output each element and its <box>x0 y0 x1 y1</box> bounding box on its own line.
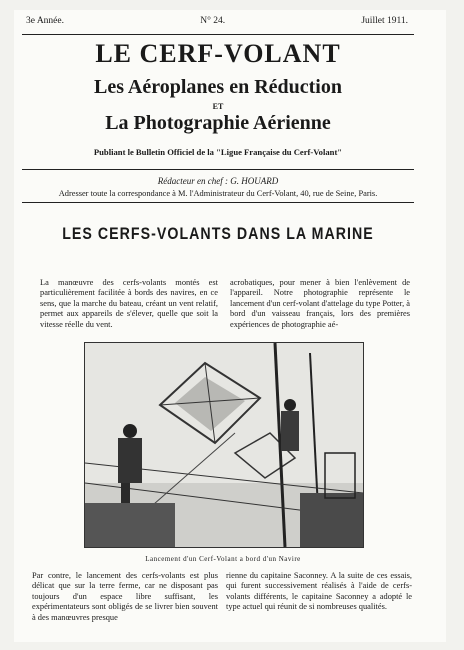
column-1-bottom <box>32 571 218 623</box>
column-2-top <box>230 278 410 330</box>
paragraph-col1-bottom: Par contre, le lancement des cerfs-volants est plus délicat que sur la terre ferme, car ne disposant pas toujours d'un espace libre suffisant, les expérimentateurs sont obligés de se livrer bien souvent à des manœuvres presque <box>32 571 218 622</box>
photo-caption: Lancement d'un Cerf-Volant a bord d'un Navire <box>145 555 301 563</box>
bulletin-line: Publiant le Bulletin Officiel de la "Ligue Française du Cerf-Volant" <box>93 147 343 157</box>
issue-number: N° 24. <box>200 16 226 26</box>
masthead-title: LE CERF-VOLANT <box>95 39 341 68</box>
paragraph-col1-top: La manœuvre des cerfs-volants montés est particulièrement facilitée à bords des navires, en ce sens, que la marche du bateau, créant un vent relatif, permet aux appareils de s'élever, quelle que soit la vitesse réelle du vent. <box>40 278 218 329</box>
masthead-rule <box>22 169 414 170</box>
paragraph-col2-bottom: rienne du capitaine Saconney. A la suite de ces essais, qui furent successivement réalisés à l'aide de cerfs-volants différents, le capitaine Saconney a adopté le type actuel qui réunit de si nombreuses qualités. <box>226 571 412 612</box>
paragraph-col2-top: acrobatiques, pour mener à bien l'enlèvement de l'appareil. Notre photographie représente le lancement d'un cerf-volant d'attelage du type Potter, à bord d'un vaisseau français, lors des premières expériences de photographie aé- <box>230 278 410 329</box>
editorial-rule <box>22 202 414 203</box>
masthead-line-2: La Photographie Aérienne <box>105 112 331 134</box>
column-1-top <box>40 278 218 330</box>
year-label: 3e Année. <box>26 16 64 26</box>
address-line: Adresser toute la correspondance à M. l'Administrateur du Cerf-Volant, 40, rue de Seine, Paris. <box>58 189 378 198</box>
issue-date: Juillet 1911. <box>361 16 408 26</box>
editor-line: Rédacteur en chef : G. HOUARD <box>157 176 279 186</box>
article-photo <box>84 342 364 548</box>
masthead-et: ET <box>212 102 224 111</box>
article-title: LES CERFS-VOLANTS DANS LA MARINE <box>62 225 374 243</box>
issue-line <box>26 16 408 26</box>
masthead-line-1: Les Aéroplanes en Réduction <box>94 76 342 98</box>
column-2-bottom <box>226 571 412 613</box>
ship-kite-photo-illustration <box>85 343 363 547</box>
top-rule <box>22 34 414 35</box>
